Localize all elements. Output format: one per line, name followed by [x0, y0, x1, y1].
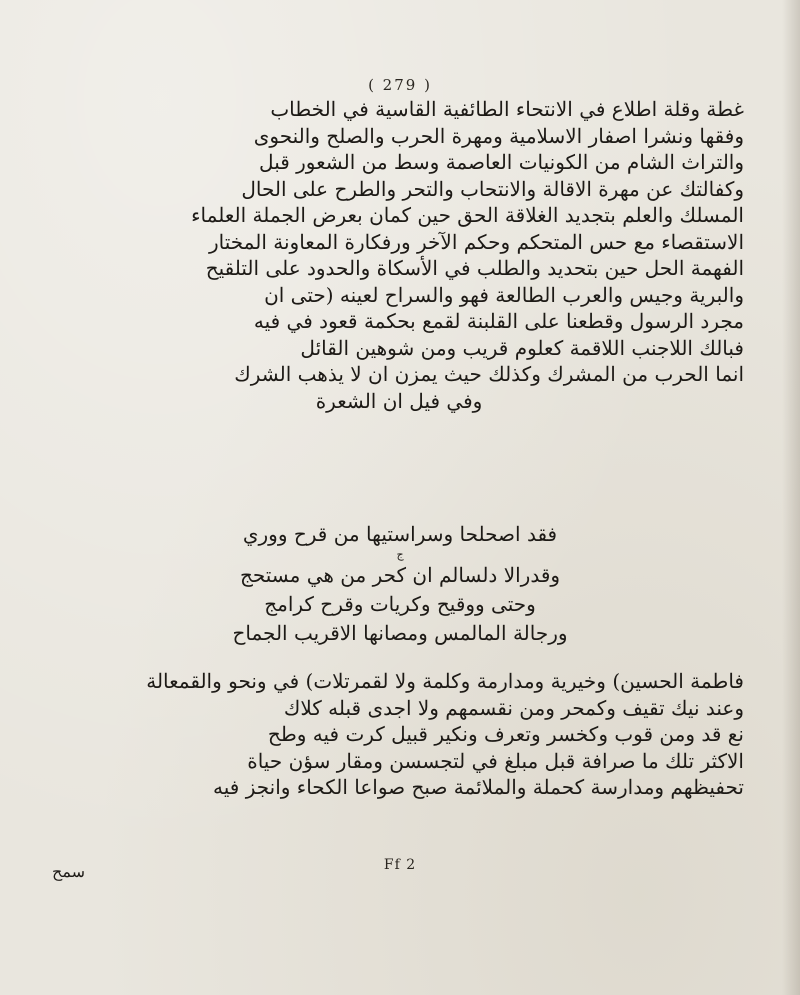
text-line: وكفالتك عن مهرة الاقالة والانتحاب والتحر والطرح على الحال	[241, 176, 744, 201]
text-line: مجرد الرسول وقطعنا على القلبنة لقمع بحكمة قعود في فيه	[253, 309, 744, 333]
prose-top	[54, 96, 744, 414]
text-line: المسلك والعلم بتجديد الغلاقة الحق حين كمان بعرض الجملة العلماء	[191, 203, 744, 227]
text-line: وفي فيل ان الشعرة	[315, 388, 483, 413]
page-edge-shadow	[782, 0, 800, 995]
prose-bottom	[54, 668, 744, 801]
text-line: انما الحرب من المشرك وكذلك حيث يمزن ان لا يذهب الشرك	[234, 362, 744, 386]
page-number: ( 279 )	[368, 76, 432, 94]
text-line: وفقها ونشرا اصفار الاسلامية ومهرة الحرب والصلح والنحوى	[253, 123, 744, 148]
text-line: نع قد ومن قوب وكخسر وتعرف ونكير قبيل كرت فيه وطح	[267, 722, 744, 746]
signature-mark: Ff 2	[383, 857, 417, 873]
text-line: غطة وقلة اطلاع في الانتحاء الطائفية القاسية في الخطاب	[270, 97, 744, 121]
text-line: تحفيظهم ومدارسة كحملة والملائمة صبح صواعا الكحاء وانجز فيه	[213, 775, 744, 799]
text-line: فاطمة الحسين) وخيرية ومدارمة وكلمة ولا لقمرتلات) في ونحو والقمعالة	[146, 669, 744, 693]
catchword: سمح	[52, 862, 85, 881]
verse-line: فقد اصحلحا وسراستيها من قرح ووري	[242, 522, 558, 546]
verse-mark: ج	[396, 548, 404, 561]
text-line: والبرية وجيس والعرب الطالعة فهو والسراح لعينه (حتى ان	[264, 282, 744, 307]
text-line: الفهمة الحل حين بتحديد والطلب في الأسكاة والحدود على التلقيح	[205, 256, 744, 280]
verse-block	[150, 520, 650, 648]
text-line: الاستقصاء مع حس المتحكم وحكم الآخر ورفكارة المعاونة المختار	[208, 229, 744, 254]
text-line: الاكثر تلك ما صرافة قبل مبلغ في لتجسسن ومقار سؤن حياة	[247, 748, 744, 773]
text-line: فبالك اللاجنب اللاقمة كعلوم قريب ومن شوهين القائل	[300, 335, 744, 360]
verse-line: ورجالة المالمس ومصانها الاقريب الجماح	[232, 621, 568, 645]
verse-line: وحتى ووقيح وكريات وقرح كرامج	[264, 592, 536, 616]
verse-line: وقدرالا دلسالم ان كحر من هي مستحج	[239, 563, 561, 587]
text-line: والتراث الشام من الكونيات العاصمة وسط من الشعور قبل	[259, 150, 744, 174]
text-line: وعند نيك تقيف وكمحر ومن نقسمهم ولا اجدى قبله كلاك	[283, 695, 744, 720]
